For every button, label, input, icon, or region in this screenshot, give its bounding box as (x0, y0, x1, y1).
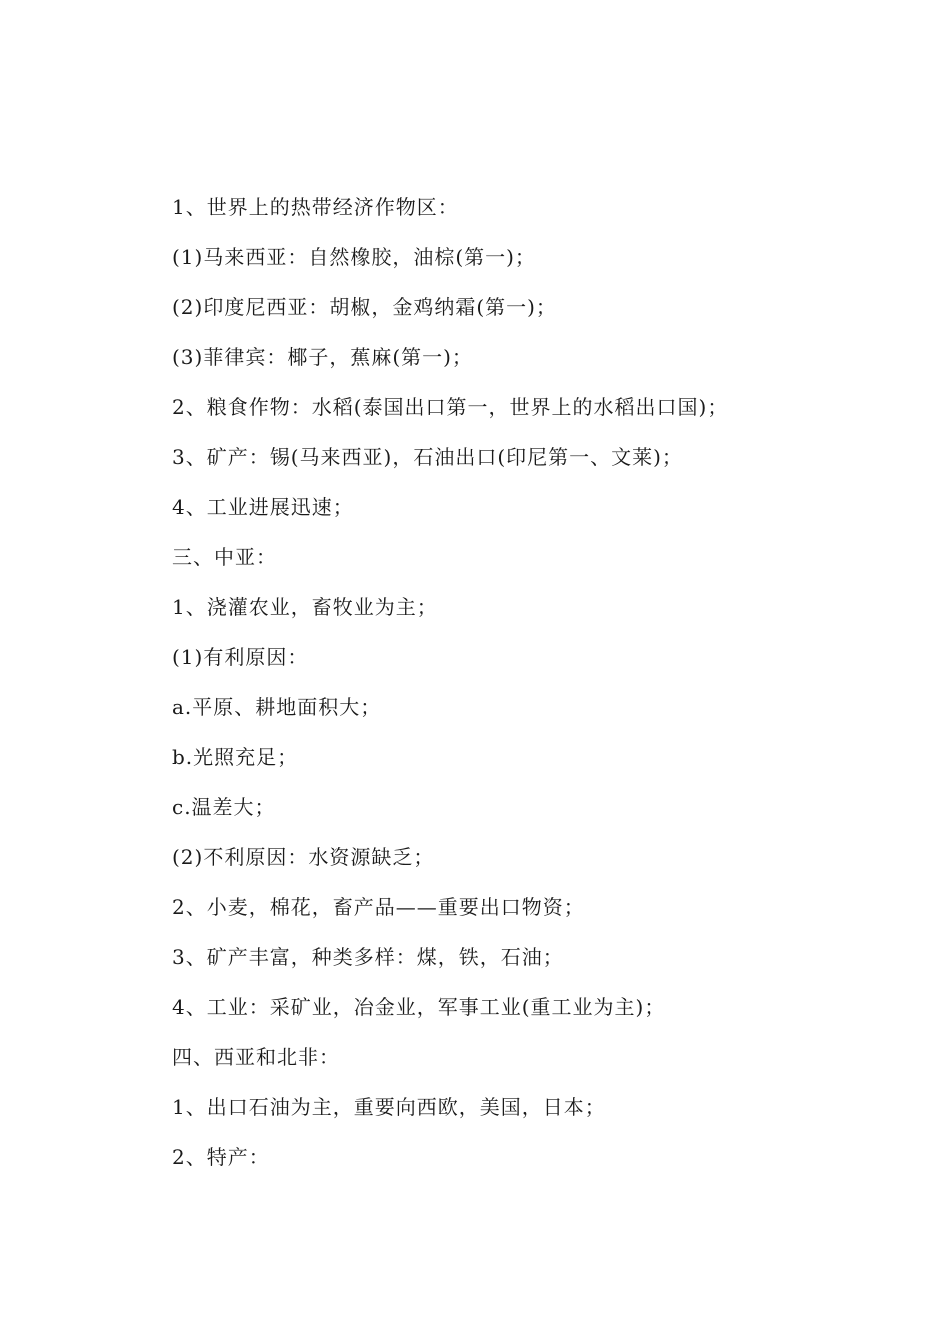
text-line: (2)不利原因：水资源缺乏； (172, 845, 435, 869)
text-line: (3)菲律宾：椰子，蕉麻(第一)； (172, 345, 473, 369)
text-line: 4、工业进展迅速； (172, 495, 354, 519)
text-line: b.光照充足； (172, 745, 299, 769)
text-line: 1、浇灌农业，畜牧业为主； (172, 595, 438, 619)
text-line: c.温差大； (172, 795, 276, 819)
text-line: (1)马来西亚：自然橡胶，油棕(第一)； (172, 245, 536, 269)
text-line: 2、粮食作物：水稻(泰国出口第一，世界上的水稻出口国)； (172, 395, 729, 419)
text-line: 1、世界上的热带经济作物区： (172, 195, 459, 219)
text-line: (1)有利原因： (172, 645, 309, 669)
text-line: 3、矿产丰富，种类多样：煤，铁，石油； (172, 945, 564, 969)
text-line: 3、矿产：锡(马来西亚)，石油出口(印尼第一、文莱)； (172, 445, 683, 469)
text-line: 2、小麦，棉花，畜产品——重要出口物资； (172, 895, 585, 919)
text-line: 2、特产： (172, 1145, 270, 1169)
text-line: (2)印度尼西亚：胡椒，金鸡纳霜(第一)； (172, 295, 557, 319)
text-line: 4、工业：采矿业，冶金业，军事工业(重工业为主)； (172, 995, 666, 1019)
text-line: a.平原、耕地面积大； (172, 695, 382, 719)
text-line: 1、出口石油为主，重要向西欧，美国，日本； (172, 1095, 606, 1119)
document-body (172, 182, 872, 1182)
section-heading: 四、西亚和北非： (172, 1045, 340, 1069)
section-heading: 三、中亚： (172, 545, 277, 569)
